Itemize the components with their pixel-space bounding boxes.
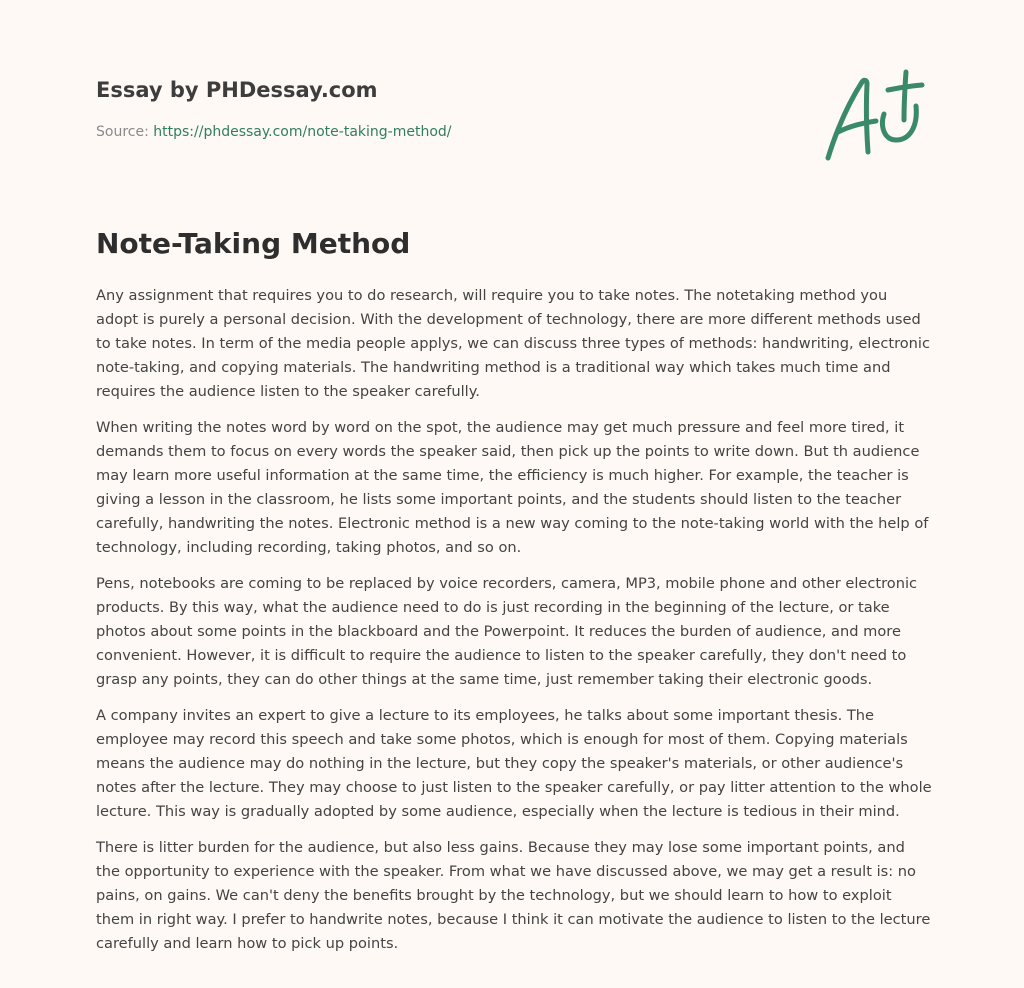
- source-line: [96, 122, 796, 142]
- a-plus-logo: [822, 66, 930, 166]
- essay-paragraph: When writing the notes word by word on the spot, the audience may get much pressure and feel more tired, it demands them to focus on every words the speaker said, then pick up the points to write down. But th audience may learn more useful information at the same time, the efficiency is much higher. For example, the teacher is giving a lesson in the classroom, he lists some important points, and the students should listen to the teacher carefully, handwriting the notes. Electronic method is a new way coming to the note-taking world with the help of technology, including recording, taking photos, and so on.: [96, 419, 929, 556]
- a-plus-logo-icon: [822, 66, 930, 166]
- essay-header: [96, 76, 796, 142]
- essay-body: [96, 284, 932, 968]
- essay-paragraph: There is litter burden for the audience, but also less gains. Because they may lose some important points, and the opportunity to experience with the speaker. From what we have discussed above, we may get a result is: no pains, on gains. We can't deny the benefits brought by the technology, but we should learn to how to exploit them in right way. I prefer to handwrite notes, because I think it can motivate the audience to listen to the lecture carefully and learn how to pick up points.: [96, 839, 931, 952]
- source-link[interactable]: https://phdessay.com/note-taking-method/: [153, 124, 452, 140]
- brand-title: Essay by PHDessay.com: [96, 78, 378, 102]
- source-label: Source:: [96, 124, 149, 140]
- essay-paragraph: Any assignment that requires you to do research, will require you to take notes. The notetaking method you adopt is purely a personal decision. With the development of technology, there are more different methods used to take notes. In term of the media people applys, we can discuss three types of methods: handwriting, electronic note-taking, and copying materials. The handwriting method is a traditional way which takes much time and requires the audience listen to the speaker carefully.: [96, 287, 931, 400]
- essay-paragraph: Pens, notebooks are coming to be replaced by voice recorders, camera, MP3, mobile phone and other electronic products. By this way, what the audience need to do is just recording in the beginning of the lecture, or take photos about some points in the blackboard and the Powerpoint. It reduces the burden of audience, and more convenient. However, it is difficult to require the audience to listen to the speaker carefully, they don't need to grasp any points, they can do other things at the same time, just remember taking their electronic goods.: [96, 575, 918, 688]
- essay-title: Note-Taking Method: [96, 227, 411, 260]
- essay-paragraph: A company invites an expert to give a lecture to its employees, he talks about some important thesis. The employee may record this speech and take some photos, which is enough for most of them. Copying materials means the audience may do nothing in the lecture, but they copy the speaker's materials, or other audience's notes after the lecture. They may choose to just listen to the speaker carefully, or pay litter attention to the whole lecture. This way is gradually adopted by some audience, especially when the lecture is tedious in their mind.: [96, 707, 932, 820]
